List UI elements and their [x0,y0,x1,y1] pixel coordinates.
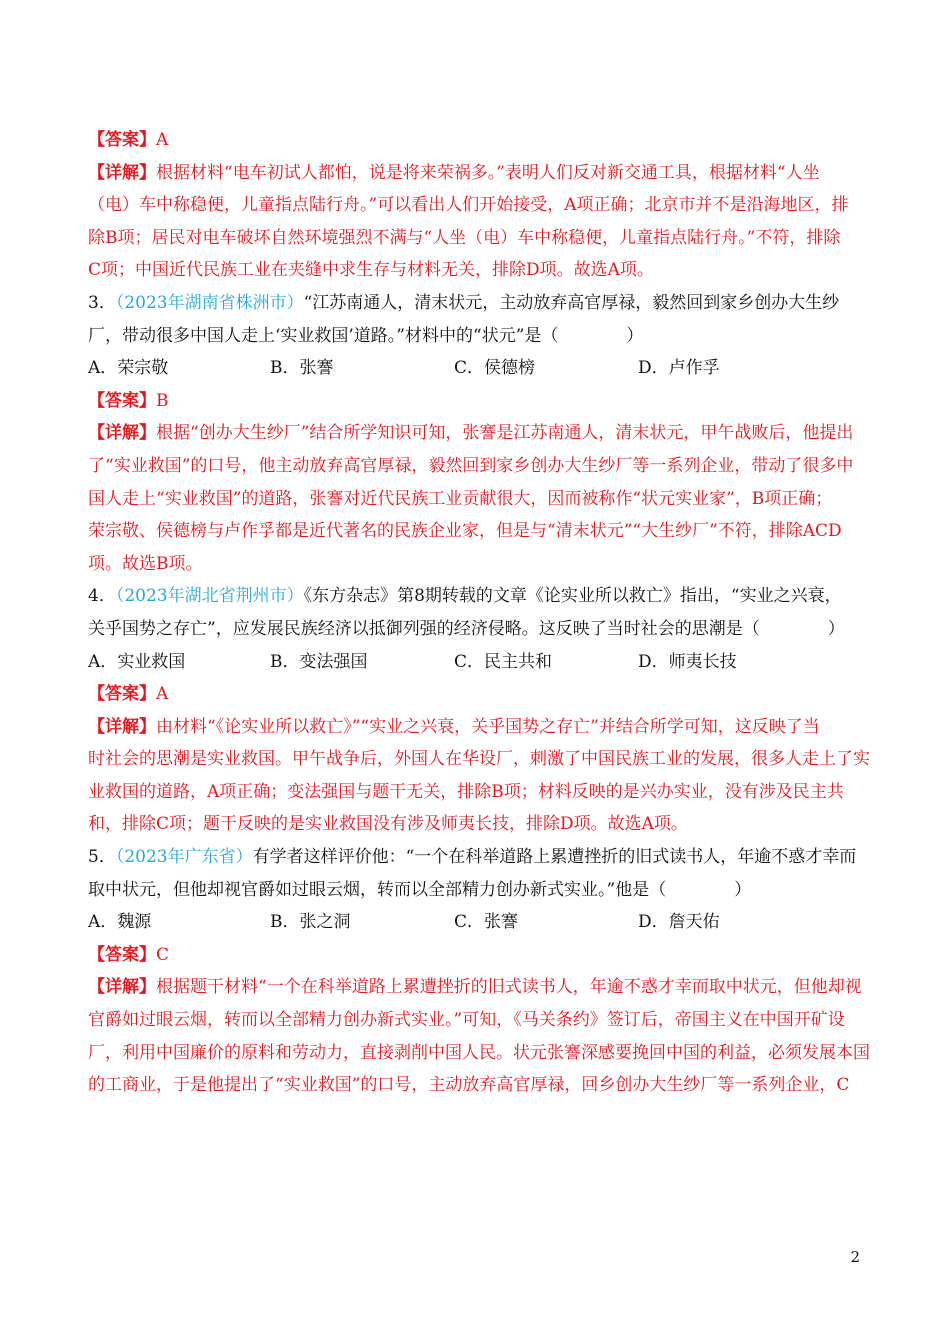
label-tag: 【答案】 [88,390,156,411]
q5-detail-line [88,971,866,1004]
label-tag: 【详解】 [88,423,156,444]
q3-option-a: A．荣宗敬 [88,358,169,379]
label-tag: 【详解】 [88,977,156,998]
q3-detail-line: 项。故选B项。 [88,553,203,574]
q2-detail-line [88,157,866,190]
q5-option-d: D．詹天佑 [638,912,720,933]
q3-detail-line: 国人走上“实业救国”的道路，张謇对近代民族工业贡献很大，因而被称作“状元实业家”，B项正确； [88,488,833,509]
q5-option-a: A．魏源 [88,912,152,933]
q5-detail-line: 的工商业，于是他提出了“实业救国”的口号，主动放弃高官厚禄，回乡创办大生纱厂等一系列企业，C [88,1075,850,1096]
q4-option-b: B．变法强国 [270,651,368,672]
q3-option-b: B．张謇 [270,358,334,379]
label-text: A [156,684,169,705]
q5-stem [88,841,866,874]
label-tag: 【详解】 [88,162,156,183]
q3-stem-line: 厂，带动很多中国人走上‘实业救国’道路。”材料中的“状元”是（ ） [88,325,644,346]
label-tag: 【详解】 [88,716,156,737]
page-content [88,124,870,1102]
q3-detail-line: 荣宗敬、侯德榜与卢作孚都是近代著名的民族企业家，但是与“清末状元”“大生纱厂”不符，排除ACD [88,521,842,542]
q4-detail-line [88,711,866,744]
q3-option-d: D．卢作孚 [638,358,720,379]
q2-answer [88,124,866,157]
label-tag: 【答案】 [88,684,156,705]
q5-options [88,906,866,939]
q4-stem-line: 关乎国势之存亡”，应发展民族经济以抵御列强的经济侵略。这反映了当时社会的思潮是（ ） [88,618,845,639]
q4-source: （2023年湖北省荆州市） [115,586,304,607]
q5-stem-text: 有学者这样评价他：“一个在科举道路上累遭挫折的旧式读书人，年逾不惑才幸而 [252,847,857,868]
q4-stem [88,580,866,613]
q3-detail-line [88,417,866,450]
q3-stem-text: “江苏南通人，清末状元，主动放弃高官厚禄，毅然回到家乡创办大生纱 [303,292,840,313]
q4-answer [88,678,866,711]
q3-number: 3． [88,292,116,313]
q4-detail-line: 时社会的思潮是实业救国。甲午战争后，外国人在华设厂，刺激了中国民族工业的发展，很多人走上了实 [88,749,870,770]
q5-source: （2023年广东省） [115,847,253,868]
q4-option-a: A．实业救国 [88,651,186,672]
q5-option-c: C．张謇 [454,912,519,933]
q3-detail-line: 了“实业救国”的口号，他主动放弃高官厚禄，毅然回到家乡创办大生纱厂等一系列企业，带动了很多中 [88,455,854,476]
label-text: 由材料“《论实业所以救亡》”“实业之兴衰，关乎国势之存亡”并结合所学可知，这反映了当 [156,716,820,737]
q4-number: 4． [88,586,116,607]
q5-stem-line: 取中状元，但他却视官爵如过眼云烟，转而以全部精力创办新式实业。”他是（ ） [88,879,752,900]
q5-option-b: B．张之洞 [270,912,351,933]
label-text: 根据“创办大生纱厂”结合所学知识可知，张謇是江苏南通人，清末状元，甲午战败后，他提出 [156,423,854,444]
q3-answer [88,385,866,418]
q4-detail-line: 和，排除C项；题干反映的是实业救国没有涉及师夷长技，排除D项。故选A项。 [88,814,688,835]
q3-options [88,352,866,385]
q4-options [88,646,866,679]
label-text: C [156,944,170,965]
label-text: A [156,130,169,150]
q4-option-c: C．民主共和 [454,651,553,672]
q3-stem [88,287,866,320]
label-text: B [156,390,169,411]
q5-detail-line: 官爵如过眼云烟，转而以全部精力创办新式实业。”可知，《马关条约》签订后，帝国主义在中国开矿设 [88,1010,845,1031]
label-tag: 【答案】 [88,944,156,965]
page-number: 2 [850,1248,860,1266]
q4-stem-text: 《东方杂志》第8期转载的文章《论实业所以救亡》指出，“实业之兴衰， [303,586,842,607]
q2-detail-line: 除B项；居民对电车破坏自然环境强烈不满与“人坐（电）车中称稳便，儿童指点陆行舟。”不符，排除 [88,227,841,248]
label-text: 根据材料“电车初试人都怕，说是将来荣祸多。”表明人们反对新交通工具，根据材料“人坐 [156,162,820,183]
q2-detail-line: （电）车中称稳便，儿童指点陆行舟。”可以看出人们开始接受，A项正确；北京市并不是沿海地区，排 [88,195,849,216]
label-text: 根据题干材料“一个在科举道路上累遭挫折的旧式读书人，年逾不惑才幸而取中状元，但他却视 [156,977,862,998]
q2-detail-line: C项；中国近代民族工业在夹缝中求生存与材料无关，排除D项。故选A项。 [88,260,654,281]
q4-option-d: D．师夷长技 [638,651,737,672]
q4-detail-line: 业救国的道路，A项正确；变法强国与题干无关，排除B项；材料反映的是兴办实业，没有涉及民主共 [88,781,844,802]
q5-detail-line: 厂，利用中国廉价的原料和劳动力，直接剥削中国人民。状元张謇深感要挽回中国的利益，必须发展本国 [88,1042,870,1063]
label-tag: 【答案】 [88,130,156,150]
q5-answer [88,939,866,972]
q3-source: （2023年湖南省株洲市） [115,292,304,313]
q3-option-c: C．侯德榜 [454,358,536,379]
q5-number: 5． [88,847,116,868]
